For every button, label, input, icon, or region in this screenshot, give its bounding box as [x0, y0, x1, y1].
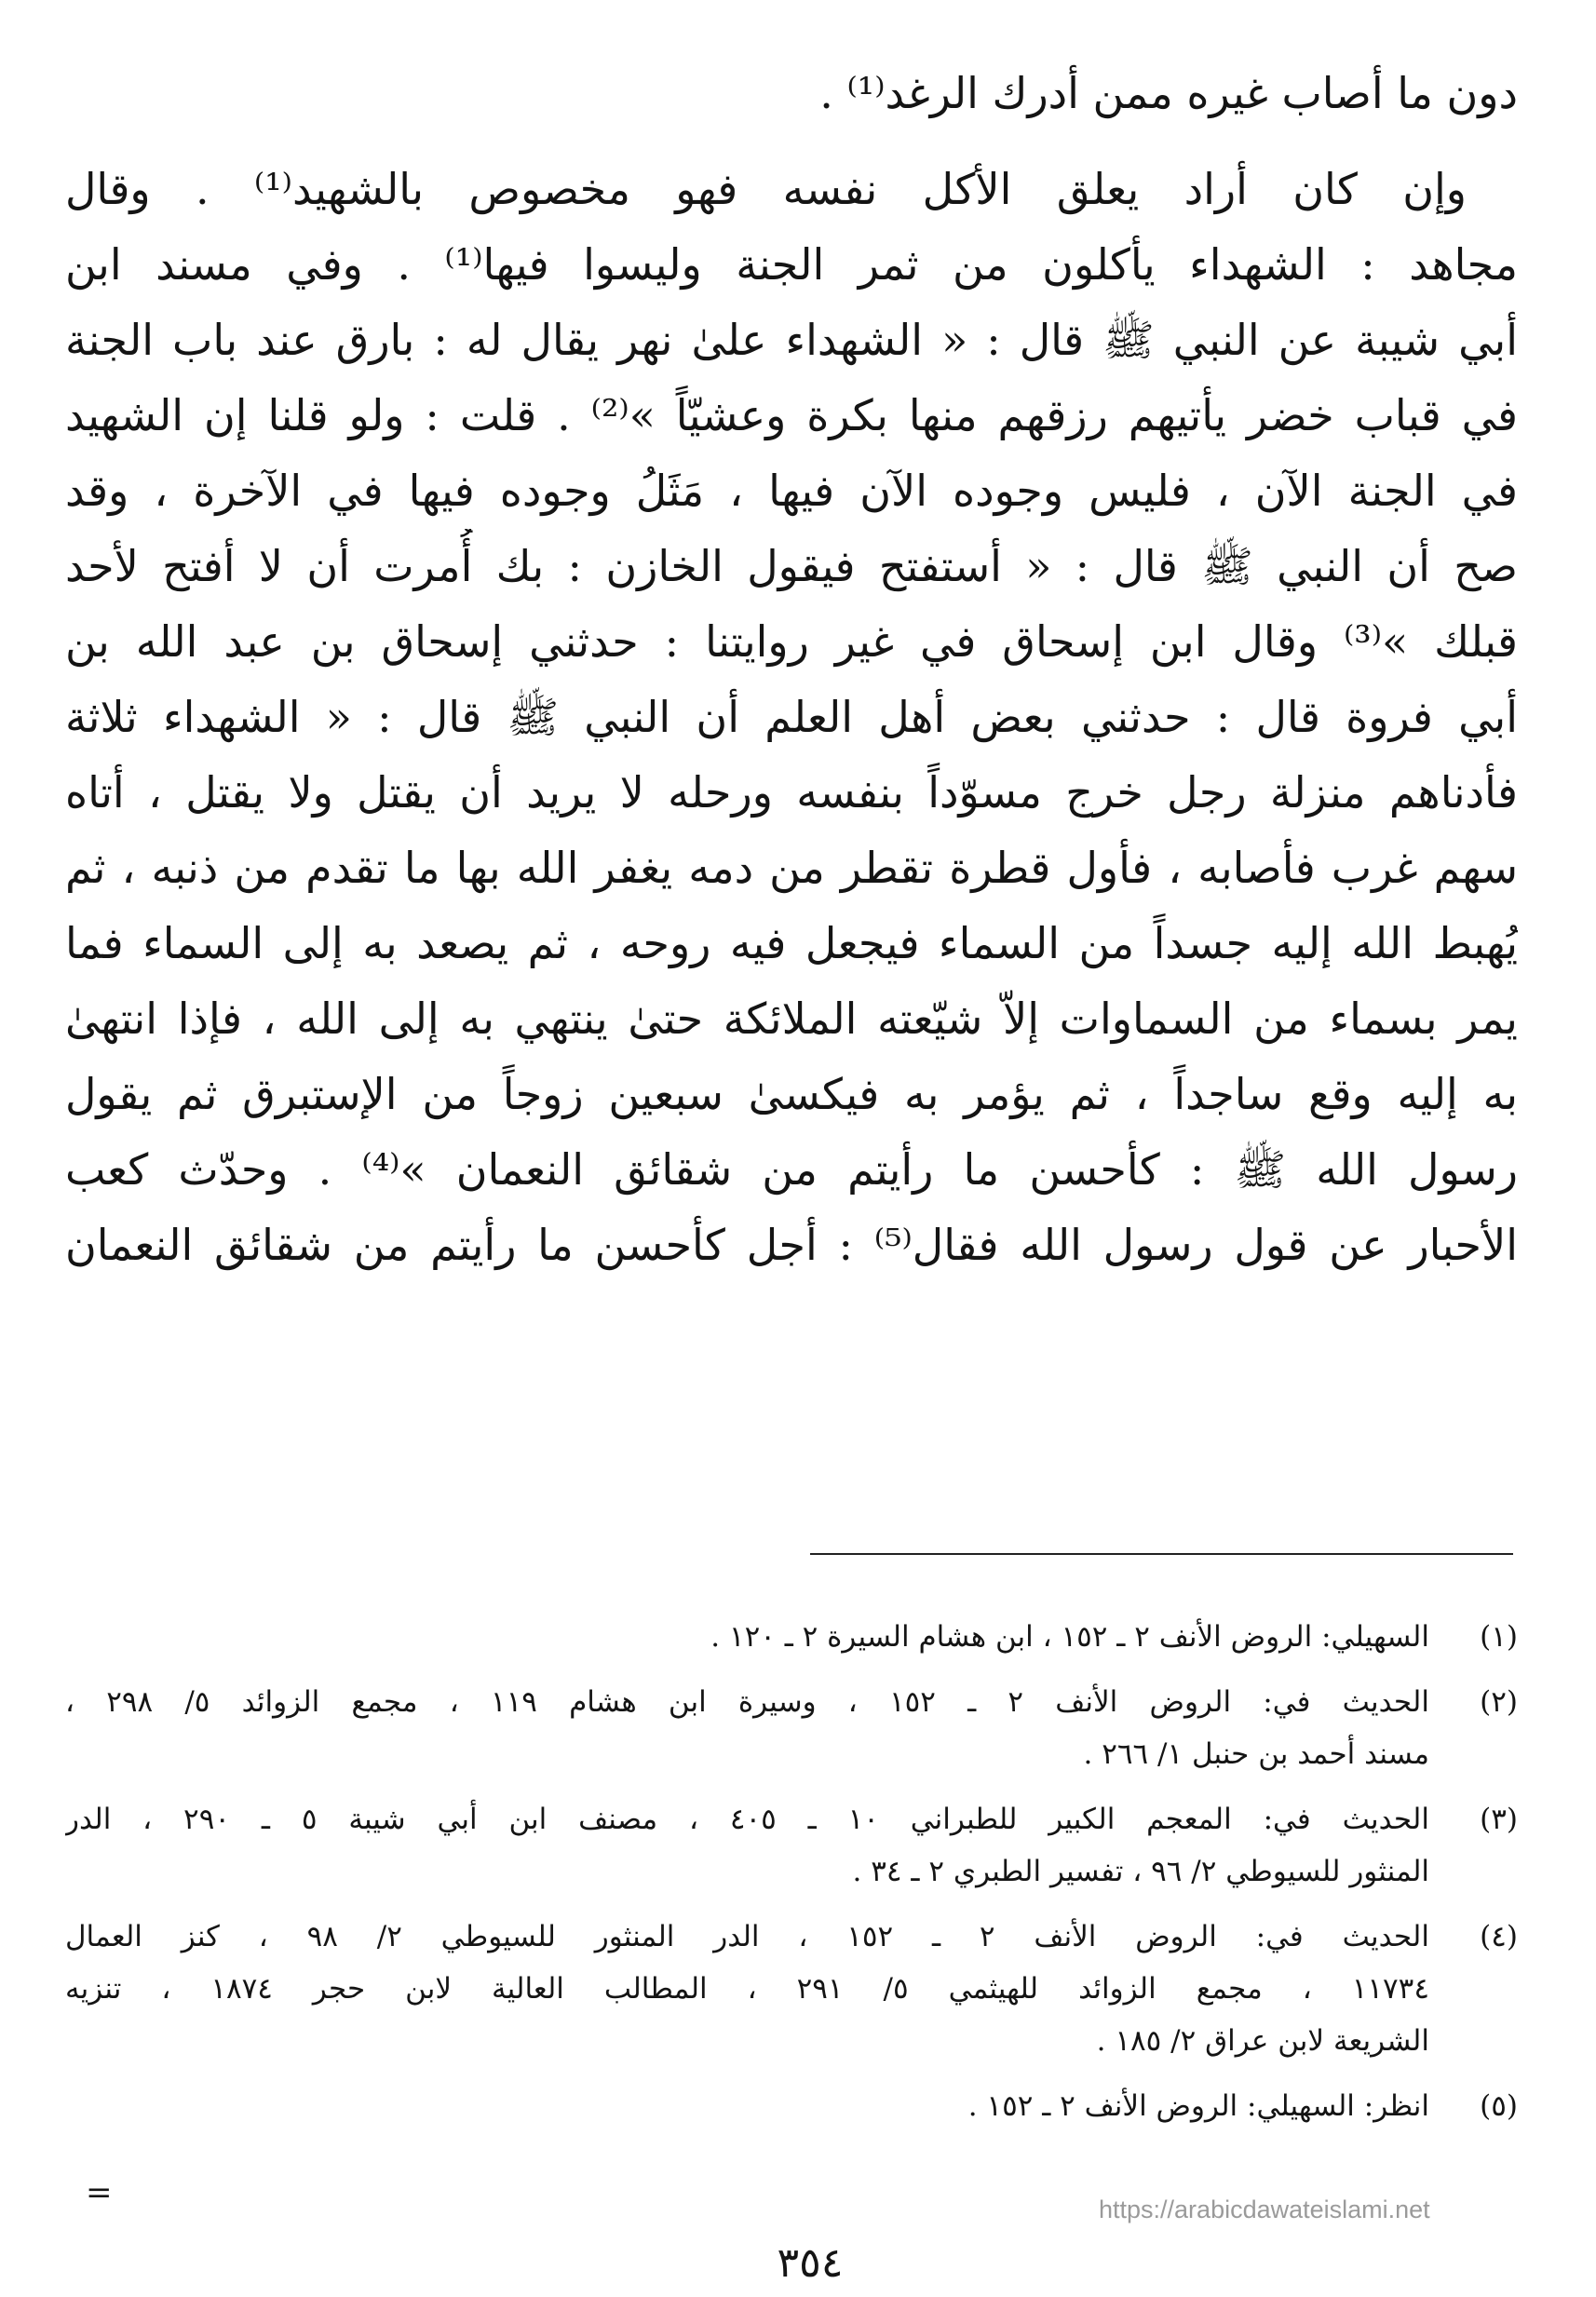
text-line: دون ما أصاب غيره ممن أدرك الرغد⁽¹⁾ .: [819, 68, 1518, 118]
page-number: ٣٥٤: [777, 2239, 844, 2287]
text-line: الأحبار عن قول رسول الله فقال⁽⁵⁾ : أجل كأحسن ما رأيتم من شقائق النعمان: [65, 1220, 1518, 1270]
footnote-line: انظر: السهيلي: الروض الأنف ٢ ـ ١٥٢ .: [967, 2089, 1429, 2123]
footnote-line: السهيلي: الروض الأنف ٢ ـ ١٥٢ ، ابن هشام السيرة ٢ ـ ١٢٠ .: [710, 1620, 1429, 1654]
text-line: في الجنة الآن ، فليس وجوده الآن فيها ، مَثَلُ وجوده فيها في الآخرة ، وقد: [65, 466, 1518, 516]
footnote-3: [65, 1793, 1518, 1898]
footnote-text: [65, 1611, 1429, 1663]
footnote-2: [65, 1676, 1518, 1780]
text-line: قبلك »⁽³⁾ وقال ابن إسحاق في غير روايتنا : حدثني إسحاق بن عبد الله بن: [65, 616, 1518, 667]
continuation-mark: =: [86, 2174, 113, 2211]
footnote-5: [65, 2080, 1518, 2132]
text-line: يُهبط الله إليه جسداً من السماء فيجعل فيه روحه ، ثم يصعد به إلى السماء فما: [65, 918, 1518, 968]
footnote-1: [65, 1611, 1518, 1663]
footnote-text: [65, 1676, 1429, 1780]
footnote-number: (١): [1480, 1620, 1518, 1654]
footnote-number: (٢): [1480, 1685, 1518, 1719]
footnote-text: [65, 2080, 1429, 2132]
text-line: فأدناهم منزلة رجل خرج مسوّداً بنفسه ورحله لا يريد أن يقتل ولا يقتل ، أتاه: [65, 767, 1518, 817]
text-line: في قباب خضر يأتيهم رزقهم منها بكرة وعشيّاً »⁽²⁾ . قلت : ولو قلنا إن الشهيد: [65, 390, 1518, 440]
text-line: أبي شيبة عن النبي ﷺ قال : « الشهداء علىٰ نهر يقال له : بارق عند باب الجنة: [65, 315, 1518, 365]
text-line: صح أن النبي ﷺ قال : « أستفتح فيقول الخازن : بك أُمرت أن لا أفتح لأحد: [65, 541, 1518, 591]
text-line: رسول الله ﷺ : كأحسن ما رأيتم من شقائق النعمان »⁽⁴⁾ . وحدّث كعب: [65, 1144, 1518, 1195]
footnote-line: الشريعة لابن عراق ٢/ ١٨٥ .: [1096, 2024, 1429, 2058]
watermark-url: https://arabicdawateislami.net: [1099, 2196, 1430, 2223]
text-line: سهم غرب فأصابه ، فأول قطرة تقطر من دمه يغفر الله بها ما تقدم من ذنبه ، ثم: [65, 843, 1518, 893]
footnote-line: ١١٧٣٤ ، مجمع الزوائد للهيثمي ٥/ ٢٩١ ، المطالب العالية لابن حجر ١٨٧٤ ، تنزيه: [65, 1972, 1429, 2006]
footnote-number: (٤): [1480, 1920, 1518, 1953]
footnote-number: (٥): [1480, 2089, 1518, 2123]
footnotes: [65, 1611, 1518, 2145]
text-line: يمر بسماء من السماوات إلاّ شيّعته الملائكة حتىٰ ينتهي به إلى الله ، فإذا انتهىٰ: [65, 993, 1518, 1044]
footnote-line: الحديث في: المعجم الكبير للطبراني ١٠ ـ ٤٠٥ ، مصنف ابن أبي شيبة ٥ ـ ٢٩٠ ، الدر: [65, 1803, 1429, 1836]
text-line: أبي فروة قال : حدثني بعض أهل العلم أن النبي ﷺ قال : « الشهداء ثلاثة: [65, 692, 1518, 742]
footnote-number: (٣): [1480, 1803, 1518, 1836]
text-line: مجاهد : الشهداء يأكلون من ثمر الجنة وليسوا فيها⁽¹⁾ . وفي مسند ابن: [65, 239, 1518, 290]
footnote-text: [65, 1793, 1429, 1898]
footnote-line: الحديث في: الروض الأنف ٢ ـ ١٥٢ ، وسيرة ابن هشام ١١٩ ، مجمع الزوائد ٥/ ٢٩٨ ،: [65, 1685, 1429, 1719]
main-text: [65, 56, 1518, 1283]
footnote-text: [65, 1911, 1429, 2067]
footnote-line: مسند أحمد بن حنبل ١/ ٢٦٦ .: [1083, 1737, 1429, 1771]
text-line: به إليه وقع ساجداً ، ثم يؤمر به فيكسىٰ سبعين زوجاً من الإستبرق ثم يقول: [65, 1069, 1518, 1119]
footnote-separator: [810, 1553, 1513, 1555]
footnote-line: الحديث في: الروض الأنف ٢ ـ ١٥٢ ، الدر المنثور للسيوطي ٢/ ٩٨ ، كنز العمال: [65, 1920, 1429, 1953]
footnote-4: [65, 1911, 1518, 2067]
footnote-line: المنثور للسيوطي ٢/ ٩٦ ، تفسير الطبري ٢ ـ ٣٤ .: [852, 1855, 1429, 1888]
text-line: وإن كان أراد يعلق الأكل نفسه فهو مخصوص بالشهيد⁽¹⁾ . وقال: [65, 164, 1467, 214]
